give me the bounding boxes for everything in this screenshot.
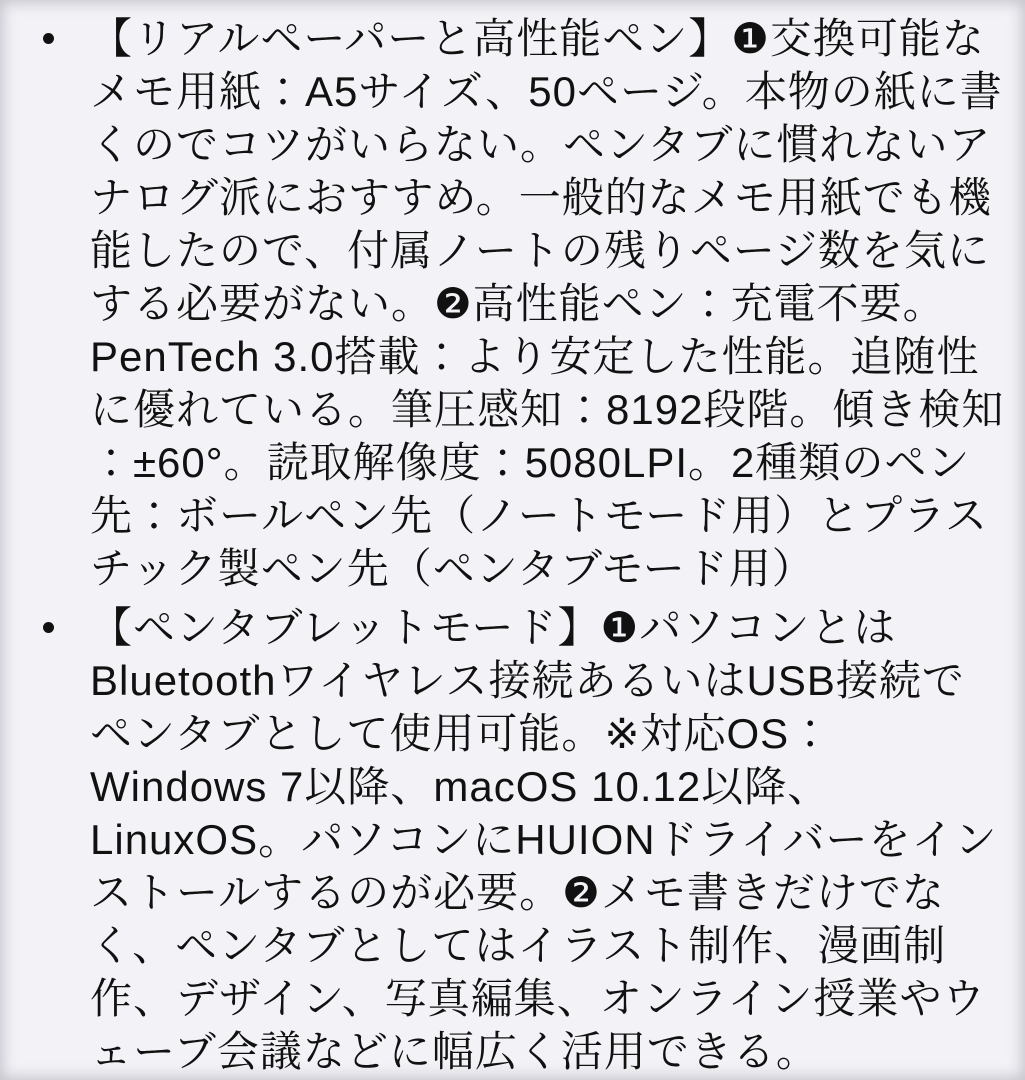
feature-bullet-item-2 bbox=[90, 601, 1007, 1078]
feature-bullet-text-1: 【リアルペーパーと高性能ペン】❶交換可能なメモ用紙：A5サイズ、50ページ。本物の紙に書くのでコツがいらない。ペンタブに慣れないアナログ派におすすめ。一般的なメモ用紙でも機能したので、付属ノートの残りページ数を気にする必要がない。❷高性能ペン：充電不要。PenTech 3.0搭載：より安定した性能。追随性に優れている。筆圧感知：8192段階。傾き検知：±60°。読取解像度：5080LPI。2種類のペン先：ボールペン先（ノートモード用）とプラスチック製ペン先（ペンタブモード用） bbox=[90, 15, 1005, 592]
bullet-icon bbox=[43, 622, 54, 633]
bullet-icon bbox=[43, 33, 54, 44]
feature-bullet-text-2: 【ペンタブレットモード】❶パソコンとはBluetoothワイヤレス接続あるいはUSB接続でペンタブとして使用可能。※対応OS：Windows 7以降、macOS 10.12以降、LinuxOS。パソコンにHUIONドライバーをインストールするのが必要。❷メモ書きだけでなく、ペンタブとしてはイラスト制作、漫画制作、デザイン、写真編集、オンライン授業やウェーブ会議などに幅広く活用できる。 bbox=[90, 604, 998, 1075]
feature-bullet-item-1 bbox=[90, 12, 1007, 595]
